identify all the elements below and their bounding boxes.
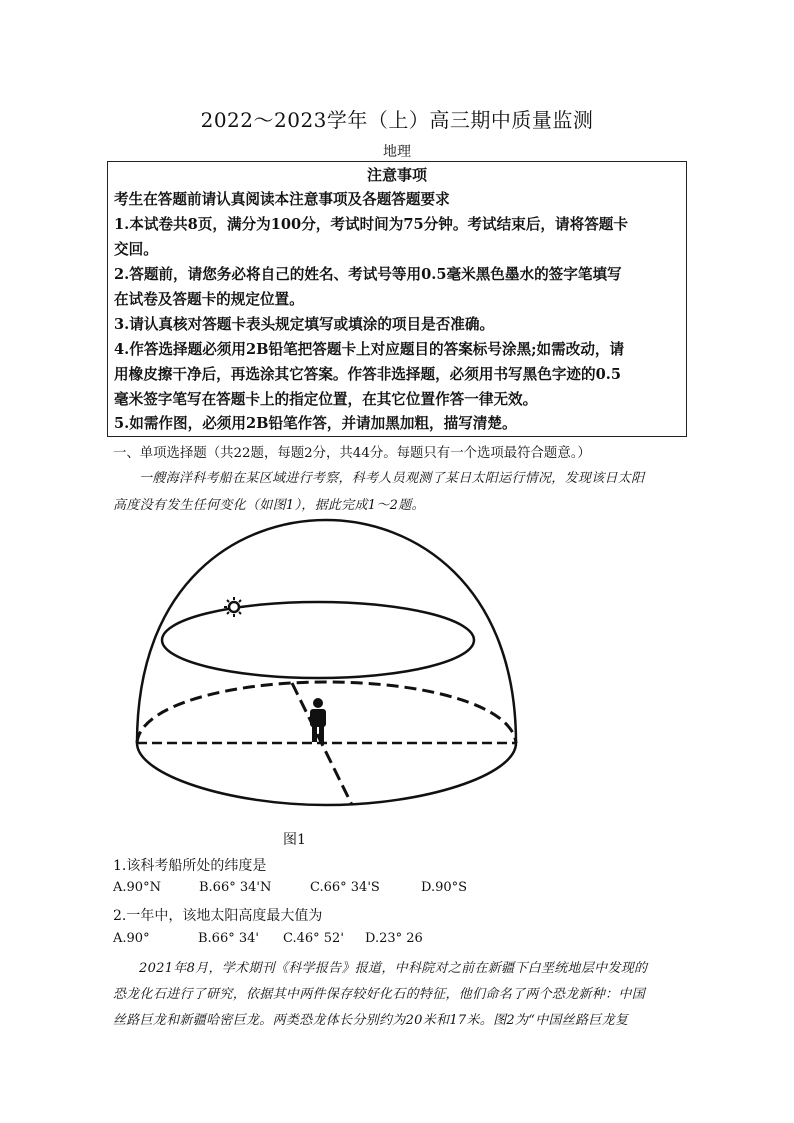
passage2-line: 恐龙化石进行了研究，依据其中两件保存较好化石的特征，他们命名了两个恐龙新种：中国: [113, 987, 646, 1002]
notice-line: 毫米签字笔写在答题卡上的指定位置，在其它位置作答一律无效。: [114, 391, 538, 408]
notice-line: 3.请认真核对答题卡表头规定填写或填涂的项目是否准确。: [114, 316, 495, 333]
section-heading: 一、单项选择题（共22题，每题2分，共44分。每题只有一个选项最符合题意。）: [113, 446, 591, 461]
q2-option-b: B.66° 34': [198, 931, 259, 946]
q1-option-b: B.66° 34'N: [199, 880, 272, 895]
exam-title: 2022～2023学年（上）高三期中质量监测: [200, 108, 594, 132]
figure1-label: 图1: [283, 832, 306, 848]
q2-option-c: C.46° 52': [283, 931, 344, 946]
q2-option-d: D.23° 26: [365, 931, 423, 946]
notice-line: 交回。: [114, 241, 158, 258]
q1-option-a: A.90°N: [113, 880, 161, 895]
notice-title: 注意事项: [366, 166, 427, 184]
passage1-line: 高度没有发生任何变化（如图1），据此完成1～2题。: [113, 498, 425, 513]
q1-option-d: D.90°S: [421, 880, 468, 895]
q1-option-c: C.66° 34'S: [310, 880, 380, 895]
horizon-back: [137, 682, 516, 743]
notice-line: 考生在答题前请认真阅读本注意事项及各题答题要求: [114, 191, 450, 208]
q2-option-a: A.90°: [113, 931, 150, 946]
subject-label: 地理: [383, 144, 411, 160]
passage2-line: 丝路巨龙和新疆哈密巨龙。两类恐龙体长分别约为20米和17米。图2为“中国丝路巨龙复: [113, 1013, 629, 1028]
sun-icon: [224, 597, 244, 617]
notice-line: 用橡皮擦干净后，再选涂其它答案。作答非选择题，必须用书写黑色字迹的0.5: [114, 366, 621, 383]
dome-outline: [137, 520, 516, 743]
notice-line: 5.如需作图，必须用2B铅笔作答，并请加黑加粗，描写清楚。: [114, 415, 517, 432]
notice-line: 2.答题前，请您务必将自己的姓名、考试号等用0.5毫米黑色墨水的签字笔填写: [114, 266, 622, 283]
sun-path: [162, 602, 474, 678]
passage2-line: 2021年8月，学术期刊《科学报告》报道，中科院对之前在新疆下白垩统地层中发现的: [139, 961, 648, 976]
question-1-stem: 1.该科考船所处的纬度是: [113, 858, 267, 874]
notice-line: 1.本试卷共8页，满分为100分，考试时间为75分钟。考试结束后，请将答题卡: [114, 216, 628, 233]
passage1-line: 一艘海洋科考船在某区域进行考察，科考人员观测了某日太阳运行情况，发现该日太阳: [139, 471, 645, 486]
question-2-stem: 2.一年中，该地太阳高度最大值为: [113, 908, 323, 924]
notice-line: 4.作答选择题必须用2B铅笔把答题卡上对应题目的答案标号涂黑;如需改动，请: [114, 341, 625, 358]
notice-line: 在试卷及答题卡的规定位置。: [114, 291, 304, 308]
